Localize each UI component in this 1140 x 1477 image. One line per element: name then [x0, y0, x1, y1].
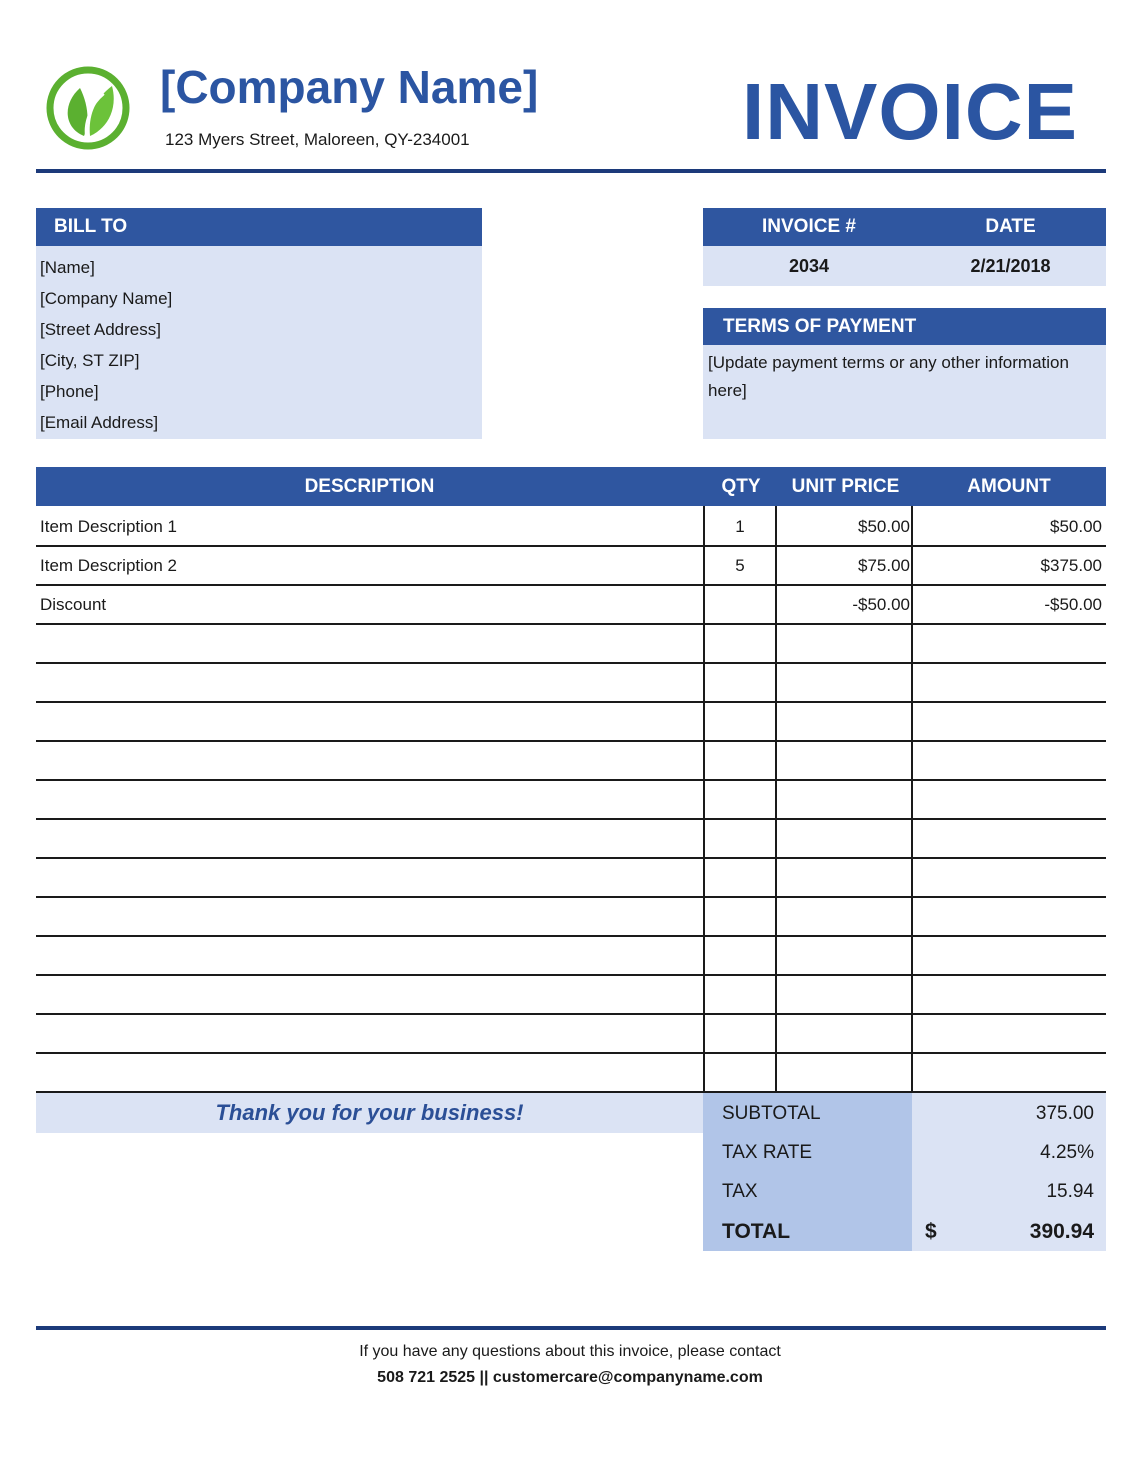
item-unit-price: $50.00: [858, 517, 910, 536]
row-divider: [36, 857, 1106, 859]
row-divider: [36, 779, 1106, 781]
bill-to-section: [36, 208, 482, 439]
total-value: 390.94: [1029, 1220, 1094, 1243]
item-amount: $375.00: [1040, 556, 1102, 575]
item-description: Discount: [40, 595, 107, 614]
items-table-header: [36, 467, 1106, 506]
bill-to-header: BILL TO: [36, 208, 482, 246]
terms-text: [Update payment terms or any other information here]: [708, 353, 1069, 400]
subtotal-label: SUBTOTAL: [722, 1103, 821, 1124]
bill-to-company: [Company Name]: [40, 289, 173, 308]
column-divider: [911, 506, 913, 1093]
column-unit-price: UNIT PRICE: [791, 476, 900, 497]
row-divider: [36, 701, 1106, 703]
tax-label: TAX: [722, 1181, 758, 1202]
company-address: 123 Myers Street, Maloreen, QY-234001: [165, 130, 470, 149]
item-unit-price: $75.00: [858, 556, 910, 575]
row-divider: [36, 662, 1106, 664]
bill-to-city: [City, ST ZIP]: [40, 351, 140, 370]
tax-rate-value: 4.25%: [1040, 1142, 1094, 1163]
invoice-info-section: [703, 208, 1106, 286]
column-qty: QTY: [721, 476, 761, 497]
row-divider: [36, 818, 1106, 820]
invoice-number: 2034: [788, 255, 830, 276]
footer-contact-note: If you have any questions about this invoice, please contact: [359, 1343, 781, 1360]
footer-contact-details: 508 721 2525 || customercare@companyname.com: [377, 1369, 763, 1386]
column-description: DESCRIPTION: [304, 476, 435, 497]
row-divider: [36, 1013, 1106, 1015]
bill-to-phone: [Phone]: [40, 382, 99, 401]
item-unit-price: -$50.00: [852, 595, 910, 614]
terms-section: [703, 308, 1106, 439]
row-divider: [36, 740, 1106, 742]
tax-value: 15.94: [1046, 1181, 1094, 1202]
row-divider: [36, 1052, 1106, 1054]
bill-to-street: [Street Address]: [40, 320, 161, 339]
bill-to-email: [Email Address]: [40, 413, 159, 432]
invoice-date: 2/21/2018: [970, 255, 1051, 276]
item-qty: 5: [735, 556, 745, 575]
header-divider: [36, 169, 1106, 173]
item-amount: $50.00: [1050, 517, 1102, 536]
footer-divider: [36, 1326, 1106, 1330]
total-currency: $: [925, 1220, 937, 1243]
item-description: Item Description 2: [40, 556, 177, 575]
bill-to-name: [Name]: [40, 258, 95, 277]
tax-rate-label: TAX RATE: [722, 1142, 813, 1163]
terms-header: TERMS OF PAYMENT: [703, 308, 1106, 345]
invoice-title: INVOICE: [742, 67, 1078, 156]
row-divider: [36, 935, 1106, 937]
column-amount: AMOUNT: [967, 476, 1051, 497]
row-divider: [36, 896, 1106, 898]
leaf-logo-icon: [44, 64, 132, 152]
item-description: Item Description 1: [40, 517, 177, 536]
company-name: [Company Name]: [160, 61, 539, 113]
item-amount: -$50.00: [1044, 595, 1102, 614]
thank-you-message: Thank you for your business!: [36, 1093, 703, 1133]
item-qty: [705, 585, 775, 624]
item-qty: 1: [735, 517, 745, 536]
date-label: DATE: [985, 216, 1036, 237]
row-divider: [36, 974, 1106, 976]
subtotal-value: 375.00: [1035, 1103, 1094, 1124]
total-label: TOTAL: [722, 1220, 791, 1243]
invoice-number-label: INVOICE #: [762, 216, 856, 237]
